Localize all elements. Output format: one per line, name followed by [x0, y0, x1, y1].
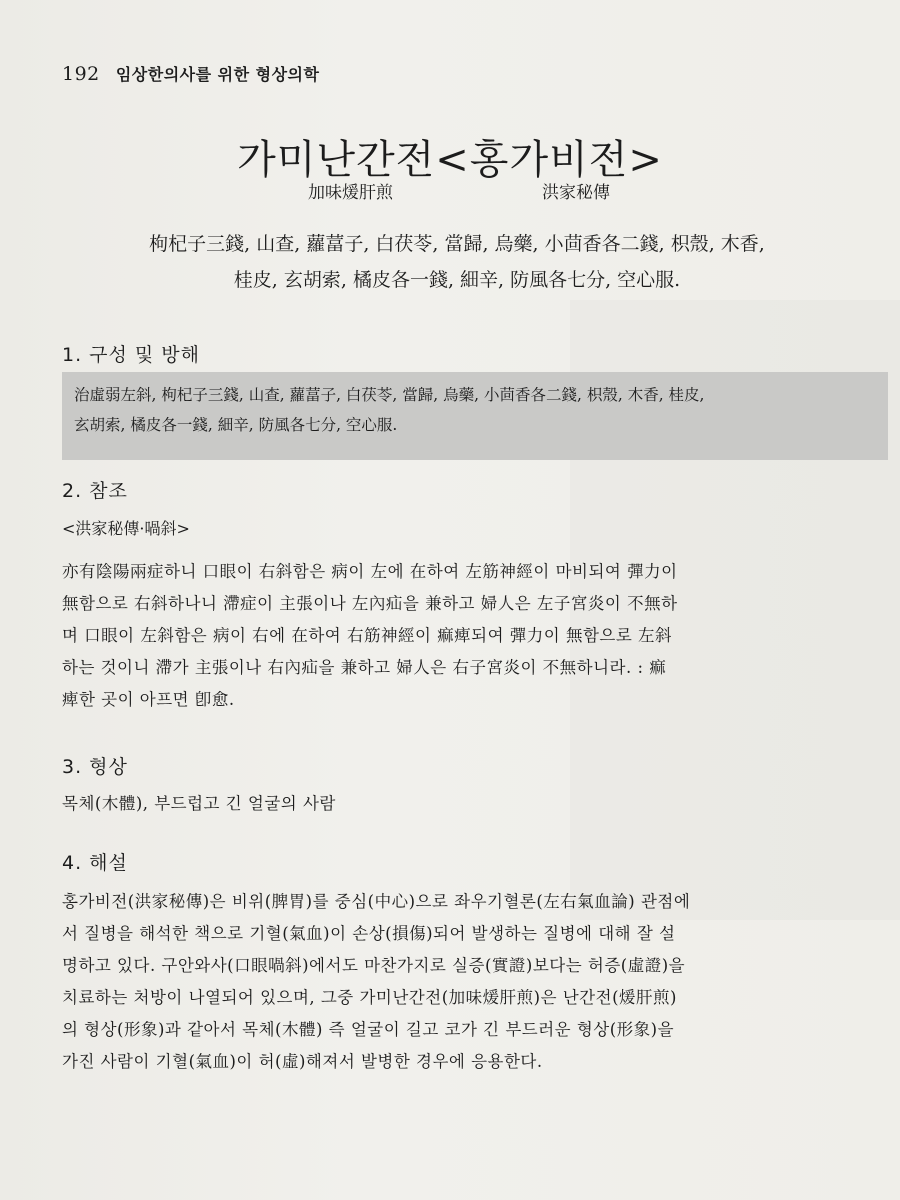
- reference-paragraph: [62, 556, 888, 716]
- running-header: [62, 62, 319, 85]
- reference-line: 痺한 곳이 아프면 卽愈.: [62, 690, 235, 709]
- commentary-line: 치료하는 처방이 나열되어 있으며, 그중 가미난간전(加味煖肝煎)은 난간전(煖肝煎): [62, 988, 677, 1007]
- commentary-line: 가진 사람이 기혈(氣血)이 허(虛)해져서 발병한 경우에 응용한다.: [62, 1052, 543, 1071]
- commentary-paragraph: [62, 886, 888, 1078]
- source-hanja: 洪家秘傳: [542, 183, 610, 203]
- composition-line-2: 玄胡索, 橘皮各一錢, 細辛, 防風各七分, 空心服.: [74, 416, 398, 434]
- commentary-line: 명하고 있다. 구안와사(口眼喎斜)에서도 마찬가지로 실증(實證)보다는 허증(虛證)을: [62, 956, 686, 975]
- formula-line-1: 枸杞子三錢, 山查, 蘿葍子, 白茯苓, 當歸, 烏藥, 小茴香各二錢, 枳殼, 木香,: [149, 233, 765, 255]
- section-heading-shape: 3. 형상: [62, 756, 128, 778]
- formula-line-2: 桂皮, 玄胡索, 橘皮各一錢, 細辛, 防風各七分, 空心服.: [233, 269, 681, 291]
- reference-line: 亦有陰陽兩症하니 口眼이 右斜함은 病이 左에 在하여 左筋神經이 마비되여 彈力이: [62, 562, 678, 581]
- reference-line: 하는 것이니 滯가 主張이나 右內疝을 兼하고 婦人은 右子宮炎이 不無하니라. : 痲: [62, 658, 667, 677]
- prescription-name-hanja: 加味煖肝煎: [308, 183, 393, 203]
- composition-line-1: 治虛弱左斜, 枸杞子三錢, 山查, 蘿葍子, 白茯苓, 當歸, 烏藥, 小茴香各二錢, 枳殼, 木香, 桂皮,: [74, 386, 705, 404]
- shape-text: 목체(木體), 부드럽고 긴 얼굴의 사람: [62, 794, 336, 813]
- prescription-title: 가미난간전<홍가비전>: [237, 137, 663, 183]
- reference-line: 며 口眼이 左斜함은 病이 右에 在하여 右筋神經이 痲痺되여 彈力이 無함으로 左斜: [62, 626, 673, 645]
- shape-paragraph: [62, 788, 888, 820]
- composition-box: [62, 372, 888, 460]
- book-title: 임상한의사를 위한 형상의학: [115, 65, 320, 84]
- section-heading-reference: 2. 참조: [62, 480, 128, 502]
- commentary-line: 홍가비전(洪家秘傳)은 비위(脾胃)를 중심(中心)으로 좌우기혈론(左右氣血論) 관점에: [62, 892, 691, 911]
- section-heading-commentary: 4. 해설: [62, 852, 128, 874]
- commentary-line: 의 형상(形象)과 같아서 목체(木體) 즉 얼굴이 길고 코가 긴 부드러운 형상(形象)을: [62, 1020, 675, 1039]
- reference-line: 無함으로 右斜하나니 滯症이 主張이나 左內疝을 兼하고 婦人은 左子宮炎이 不無하: [62, 594, 678, 613]
- reference-source: <洪家秘傳·喎斜>: [62, 519, 190, 538]
- commentary-line: 서 질병을 해석한 책으로 기혈(氣血)이 손상(損傷)되어 발생하는 질병에 대해 잘 설: [62, 924, 676, 943]
- section-heading-composition: 1. 구성 및 방해: [62, 344, 201, 366]
- page-number: 192: [62, 63, 100, 85]
